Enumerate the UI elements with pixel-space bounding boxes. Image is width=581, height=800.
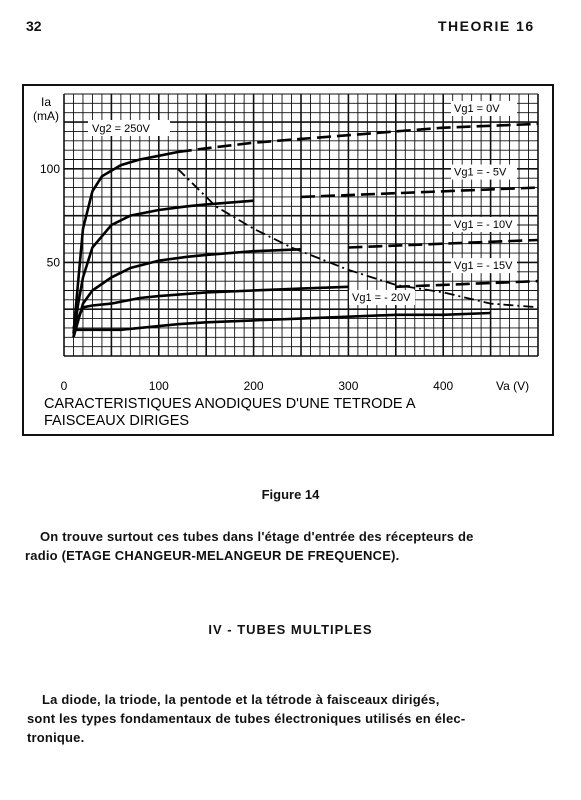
x-tick-label: 0 bbox=[60, 379, 68, 393]
y-tick-label: 50 bbox=[46, 255, 60, 270]
x-axis-label: Va (V) bbox=[496, 379, 530, 393]
figure-caption: Figure 14 bbox=[261, 487, 320, 502]
chart-title: FAISCEAUX DIRIGES bbox=[44, 413, 190, 429]
paragraph-1 bbox=[25, 527, 540, 565]
series-label: Vg1 = - 5V bbox=[454, 166, 507, 179]
x-tick-label: 300 bbox=[338, 379, 359, 393]
y-tick-label: 100 bbox=[39, 161, 60, 176]
series-label: Vg1 = 0V bbox=[454, 102, 500, 115]
chapter-title: THEORIE 16 bbox=[438, 18, 535, 34]
x-tick-label: 100 bbox=[148, 379, 169, 393]
x-tick-label: 400 bbox=[433, 379, 454, 393]
paragraph-2-line-3: tronique. bbox=[27, 730, 85, 745]
series-label: Vg1 = - 20V bbox=[352, 291, 411, 304]
page-number: 32 bbox=[26, 18, 42, 34]
series-label: Vg1 = - 15V bbox=[454, 260, 513, 273]
paragraph-1-line-2: radio (ETAGE CHANGEUR-MELANGEUR DE FREQUENCE). bbox=[25, 548, 400, 563]
paragraph-2 bbox=[27, 690, 540, 747]
paragraph-2-line-1: La diode, la triode, la pentode et la tétrode à faisceaux dirigés, bbox=[42, 692, 440, 707]
annotation-vg2: Vg2 = 250V bbox=[92, 123, 150, 135]
x-tick-label: 200 bbox=[243, 379, 264, 393]
paragraph-2-line-2: sont les types fondamentaux de tubes électroniques utilisés en élec- bbox=[27, 711, 466, 726]
paragraph-1-line-1: On trouve surtout ces tubes dans l'étage d'entrée des récepteurs de bbox=[40, 529, 474, 544]
chart-title: CARACTERISTIQUES ANODIQUES D'UNE TETRODE A bbox=[44, 396, 416, 412]
y-axis-label: (mA) bbox=[33, 109, 59, 123]
series-label: Vg1 = - 10V bbox=[454, 218, 513, 231]
anode-characteristics-chart bbox=[22, 84, 554, 436]
section-title: IV - TUBES MULTIPLES bbox=[208, 622, 373, 637]
y-axis-label: Ia bbox=[40, 95, 52, 109]
